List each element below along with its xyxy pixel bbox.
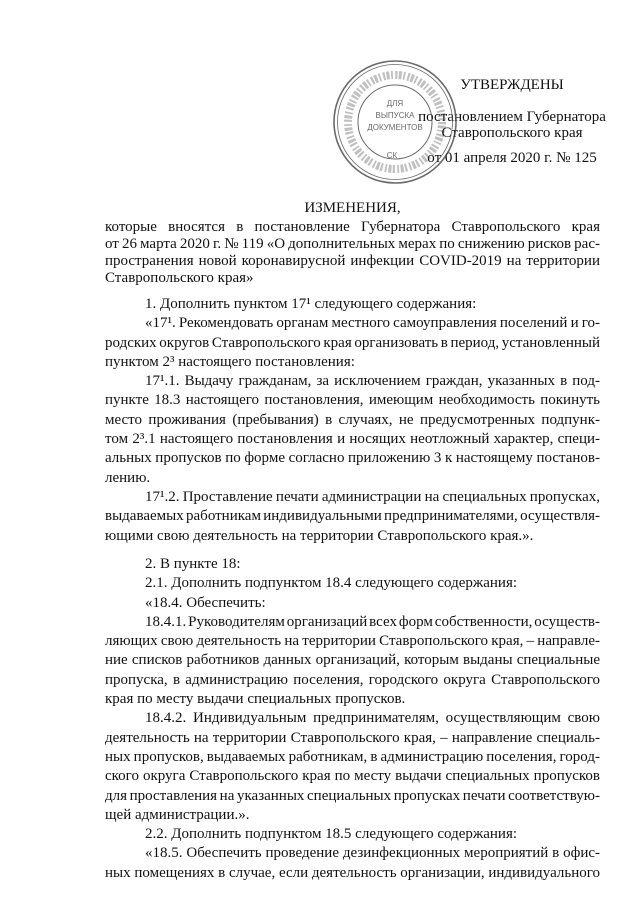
text-line — [105, 449, 600, 468]
text-line — [105, 613, 600, 632]
text-line — [105, 430, 600, 449]
paragraph — [105, 844, 600, 883]
text-line-content: 1. Дополнить пунктом 17¹ следующего содержания: — [145, 296, 477, 312]
document-subtitle — [105, 219, 600, 287]
text-line — [105, 270, 600, 287]
text-line-content: том 2³.1 настоящего постановления и носящих неотложный характер, специ- — [105, 431, 600, 448]
text-line — [105, 353, 600, 372]
text-line-content: ющими свою деятельность на территории Ставропольского края.». — [105, 527, 534, 544]
section-1 — [105, 295, 600, 546]
paragraph — [105, 219, 600, 287]
text-line-content: пункте 18.3 настоящего постановления, имеющим необходимость покинуть — [105, 392, 600, 409]
approved-label: УТВЕРЖДЕНЫ — [460, 77, 564, 93]
text-line — [105, 372, 600, 391]
text-line-content: 17¹.2. Проставление печати администрации на специальных пропусках, — [145, 488, 600, 505]
text-line-content: деятельность на территории Ставропольского края, – направление специаль- — [105, 729, 600, 746]
text-line — [105, 729, 600, 748]
text-line-content: пунктом 2³ настоящего постановления: — [105, 353, 355, 370]
text-line — [105, 488, 600, 507]
text-line — [105, 295, 600, 314]
text-line-content: родских округов Ставропольского края организовать в период, установленный — [105, 334, 600, 351]
text-line-content: лению. — [105, 469, 151, 486]
text-line — [105, 690, 600, 709]
text-line-content: ных пропусков, выдаваемых работникам, в администрацию поселения, город- — [105, 748, 600, 765]
text-line-content: пространения новой коронавирусной инфекции COVID-2019 на территории — [105, 253, 600, 269]
text-line-content: ского округа Ставропольского края по месту выдачи специальных пропусков — [105, 768, 600, 785]
decree-line-2: Ставропольского края — [441, 125, 583, 141]
text-line-content: 2. В пункте 18: — [145, 556, 241, 572]
paragraph — [105, 555, 600, 574]
paragraph — [105, 372, 600, 488]
text-line-content: которые вносятся в постановление Губернатора Ставропольского края — [105, 219, 600, 235]
text-line-content: ных помещениях в случае, если деятельность организации, индивидуального — [105, 864, 600, 881]
decree-line-1: постановлением Губернатора — [418, 109, 606, 125]
text-line — [105, 411, 600, 430]
text-line — [105, 825, 600, 844]
text-line-content: ние списков работников данных организаций, которым выданы специальные — [105, 652, 600, 669]
text-line — [105, 391, 600, 410]
text-line — [105, 253, 600, 270]
text-line — [105, 671, 600, 690]
seal-text-line: ДОКУМЕНТОВ — [367, 123, 423, 132]
text-line-content: от 26 марта 2020 г. № 119 «О дополнительных мерах по снижению рисков рас- — [105, 236, 600, 252]
text-line-content: 18.4.1. Руководителям организаций всех форм собственности, осуществ- — [145, 613, 600, 630]
text-line-content: «17¹. Рекомендовать органам местного самоуправления поселений и го- — [145, 315, 600, 332]
text-line-content: «18.4. Обеспечить: — [145, 594, 266, 611]
seal-text-line: ВЫПУСКА — [375, 111, 415, 120]
text-line — [105, 787, 600, 806]
official-seal — [331, 58, 459, 186]
paragraph — [105, 709, 600, 825]
text-line — [105, 709, 600, 728]
text-line-content: края по месту выдачи специальных пропусков. — [105, 691, 406, 708]
seal-bottom-text: СК — [386, 151, 398, 160]
text-line — [105, 844, 600, 863]
text-line — [105, 555, 600, 574]
text-line-content: пропуска, в администрацию поселения, городского округа Ставропольского — [105, 671, 600, 688]
text-line-content: «18.5. Обеспечить проведение дезинфекционных мероприятий в офис- — [145, 845, 600, 862]
text-line — [105, 219, 600, 236]
text-line — [105, 574, 600, 593]
text-line — [105, 334, 600, 353]
paragraph — [105, 574, 600, 593]
text-line — [105, 651, 600, 670]
document-title: ИЗМЕНЕНИЯ, — [304, 200, 401, 216]
text-line-content: ляющих свою деятельность на территории Ставропольского края, – направле- — [105, 633, 600, 650]
paragraph — [105, 314, 600, 372]
text-line — [105, 507, 600, 526]
text-line-content: место проживания (пребывания) в случаях, не предусмотренных подпунк- — [105, 411, 600, 428]
paragraph — [105, 613, 600, 709]
paragraph — [105, 488, 600, 546]
text-line-content: 17¹.1. Выдачу гражданам, за исключением граждан, указанных в под- — [145, 373, 600, 390]
text-line-content: Ставропольского края» — [105, 270, 254, 286]
text-line — [105, 236, 600, 253]
text-line — [105, 632, 600, 651]
text-line-content: альных пропусков по форме согласно приложению 3 к настоящему постанов- — [105, 450, 600, 467]
text-line-content: 2.1. Дополнить подпунктом 18.4 следующего содержания: — [145, 575, 518, 592]
text-line — [105, 527, 600, 546]
text-line — [105, 469, 600, 488]
text-line — [105, 594, 600, 613]
text-line-content: для проставления на указанных специальных пропусках печати соответствую- — [105, 787, 601, 804]
section-2 — [105, 555, 600, 883]
text-line-content: 18.4.2. Индивидуальным предпринимателям, осуществляющим свою — [145, 710, 600, 727]
text-line — [105, 314, 600, 333]
paragraph — [105, 825, 600, 844]
text-line — [105, 748, 600, 767]
text-line-content: щей администрации.». — [105, 806, 250, 823]
seal-text-line: ДЛЯ — [386, 99, 404, 108]
seal-rings — [334, 61, 456, 183]
text-line — [105, 864, 600, 883]
text-line-content: выдаваемых работникам индивидуальными предпринимателями, осуществля- — [105, 508, 600, 525]
text-line-content: 2.2. Дополнить подпунктом 18.5 следующего содержания: — [145, 826, 518, 843]
paragraph — [105, 295, 600, 314]
text-line — [105, 806, 600, 825]
paragraph — [105, 594, 600, 613]
decree-date-number: от 01 апреля 2020 г. № 125 — [427, 150, 597, 166]
text-line — [105, 767, 600, 786]
